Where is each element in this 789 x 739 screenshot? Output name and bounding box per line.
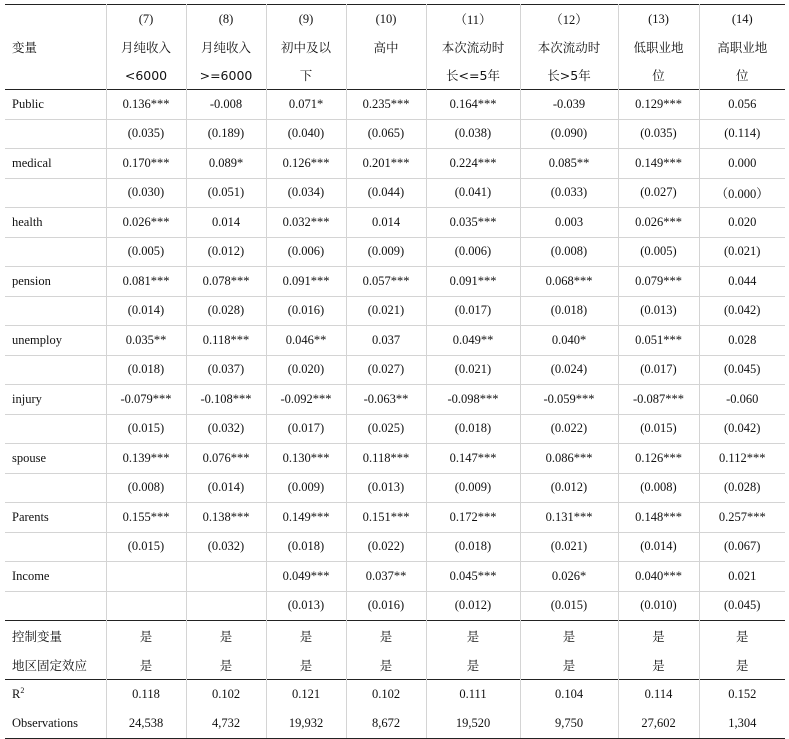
col-number-10: (10) <box>346 5 426 34</box>
variable-name: unemploy <box>5 326 106 356</box>
coefficient-cell: 0.091*** <box>266 267 346 297</box>
standard-error-cell: (0.051) <box>186 178 266 208</box>
empty-corner-cell <box>5 5 106 34</box>
statistic-label <box>5 709 106 739</box>
coefficient-cell: 0.032*** <box>266 208 346 238</box>
standard-error-cell: (0.012) <box>186 237 266 267</box>
col-header-line2: 长>5年 <box>520 61 618 90</box>
standard-error-cell: （0.000） <box>699 178 785 208</box>
standard-error-cell: (0.020) <box>266 355 346 385</box>
standard-error-cell: (0.024) <box>520 355 618 385</box>
standard-error-cell: (0.018) <box>266 532 346 562</box>
empty-cell <box>5 61 106 90</box>
statistic-value: 0.102 <box>186 680 266 710</box>
coefficient-cell: 0.081*** <box>106 267 186 297</box>
coefficient-cell: 0.078*** <box>186 267 266 297</box>
standard-error-cell: (0.005) <box>618 237 699 267</box>
col-header-line2: 下 <box>266 61 346 90</box>
col-number-12: （12） <box>520 5 618 34</box>
variable-name: spouse <box>5 444 106 474</box>
col-number-7: (7) <box>106 5 186 34</box>
standard-error-cell: (0.045) <box>699 591 785 621</box>
standard-error-cell: (0.038) <box>426 119 520 149</box>
standard-error-cell: (0.014) <box>618 532 699 562</box>
control-value: 是 <box>106 650 186 680</box>
coefficient-cell: 0.037** <box>346 562 426 592</box>
standard-error-cell: (0.067) <box>699 532 785 562</box>
standard-error-cell: (0.065) <box>346 119 426 149</box>
coefficient-row <box>5 149 785 179</box>
empty-cell <box>5 355 106 385</box>
statistic-label-superscript: 2 <box>20 686 25 696</box>
standard-error-cell: (0.034) <box>266 178 346 208</box>
statistic-value: 19,932 <box>266 709 346 739</box>
standard-error-cell: (0.005) <box>106 237 186 267</box>
standard-error-cell: (0.033) <box>520 178 618 208</box>
standard-error-cell: (0.189) <box>186 119 266 149</box>
coefficient-cell: 0.147*** <box>426 444 520 474</box>
statistic-value: 0.152 <box>699 680 785 710</box>
standard-error-cell: (0.015) <box>106 414 186 444</box>
coefficient-cell: 0.003 <box>520 208 618 238</box>
coefficient-cell: 0.026*** <box>618 208 699 238</box>
col-header-line1: 本次流动时 <box>520 33 618 61</box>
coefficient-cell: -0.079*** <box>106 385 186 415</box>
coefficient-cell: 0.170*** <box>106 149 186 179</box>
coefficient-cell: 0.040* <box>520 326 618 356</box>
coefficient-cell: 0.020 <box>699 208 785 238</box>
standard-error-cell: (0.018) <box>106 355 186 385</box>
statistic-value: 8,672 <box>346 709 426 739</box>
col-number-11: （11） <box>426 5 520 34</box>
control-value: 是 <box>346 650 426 680</box>
col-header-line2: 长<=5年 <box>426 61 520 90</box>
standard-error-cell: (0.013) <box>618 296 699 326</box>
coefficient-cell: -0.108*** <box>186 385 266 415</box>
coefficient-cell: 0.131*** <box>520 503 618 533</box>
standard-error-cell: (0.022) <box>346 532 426 562</box>
col-number-13: (13) <box>618 5 699 34</box>
coefficient-cell: 0.056 <box>699 90 785 120</box>
standard-error-cell: (0.015) <box>106 532 186 562</box>
coefficient-cell: 0.037 <box>346 326 426 356</box>
standard-error-row <box>5 473 785 503</box>
coefficient-cell: -0.087*** <box>618 385 699 415</box>
coefficient-cell <box>186 562 266 592</box>
column-header-row-1 <box>5 33 785 61</box>
standard-error-cell <box>106 591 186 621</box>
coefficient-cell: 0.046** <box>266 326 346 356</box>
standard-error-cell: (0.015) <box>520 591 618 621</box>
coefficient-cell: 0.026* <box>520 562 618 592</box>
variable-name: Public <box>5 90 106 120</box>
standard-error-cell: (0.114) <box>699 119 785 149</box>
col-header-line2 <box>346 61 426 90</box>
regression-results-table <box>5 4 785 739</box>
coefficient-cell: -0.092*** <box>266 385 346 415</box>
coefficient-cell: 0.126*** <box>618 444 699 474</box>
coefficient-cell: 0.000 <box>699 149 785 179</box>
statistic-value: 19,520 <box>426 709 520 739</box>
col-header-line2: <6000 <box>106 61 186 90</box>
standard-error-cell: (0.008) <box>106 473 186 503</box>
col-header-line1: 月纯收入 <box>186 33 266 61</box>
standard-error-cell: (0.035) <box>618 119 699 149</box>
standard-error-cell: (0.018) <box>520 296 618 326</box>
statistic-value: 0.104 <box>520 680 618 710</box>
standard-error-row <box>5 414 785 444</box>
standard-error-cell: (0.015) <box>618 414 699 444</box>
coefficient-cell: 0.126*** <box>266 149 346 179</box>
statistic-value: 0.114 <box>618 680 699 710</box>
col-header-line1: 初中及以 <box>266 33 346 61</box>
coefficient-row <box>5 385 785 415</box>
standard-error-cell: (0.017) <box>426 296 520 326</box>
standard-error-cell: (0.027) <box>346 355 426 385</box>
coefficient-cell: 0.201*** <box>346 149 426 179</box>
empty-cell <box>5 591 106 621</box>
standard-error-row <box>5 119 785 149</box>
standard-error-row <box>5 532 785 562</box>
coefficient-cell: 0.044 <box>699 267 785 297</box>
coefficient-cell: 0.149*** <box>266 503 346 533</box>
variable-name: medical <box>5 149 106 179</box>
standard-error-cell: (0.008) <box>618 473 699 503</box>
coefficient-cell: 0.118*** <box>346 444 426 474</box>
standard-error-cell: (0.018) <box>426 414 520 444</box>
coefficient-cell: -0.059*** <box>520 385 618 415</box>
standard-error-cell: (0.008) <box>520 237 618 267</box>
standard-error-cell: (0.032) <box>186 532 266 562</box>
coefficient-cell: 0.149*** <box>618 149 699 179</box>
coefficient-cell: 0.091*** <box>426 267 520 297</box>
standard-error-row <box>5 237 785 267</box>
coefficient-cell: 0.021 <box>699 562 785 592</box>
col-number-8: (8) <box>186 5 266 34</box>
variable-name: Income <box>5 562 106 592</box>
coefficient-cell: 0.224*** <box>426 149 520 179</box>
coefficient-cell: 0.079*** <box>618 267 699 297</box>
standard-error-cell: (0.009) <box>426 473 520 503</box>
coefficient-cell: 0.112*** <box>699 444 785 474</box>
control-value: 是 <box>426 650 520 680</box>
standard-error-cell: (0.045) <box>699 355 785 385</box>
control-value: 是 <box>266 650 346 680</box>
column-number-row <box>5 5 785 34</box>
col-header-line2: 位 <box>735 68 749 83</box>
statistic-value: 0.102 <box>346 680 426 710</box>
statistic-value: 0.121 <box>266 680 346 710</box>
standard-error-cell: (0.016) <box>266 296 346 326</box>
col-header-line1: 高职业地 <box>717 40 768 55</box>
control-value: 是 <box>618 621 699 651</box>
standard-error-cell: (0.014) <box>186 473 266 503</box>
coefficient-cell: 0.076*** <box>186 444 266 474</box>
coefficient-cell: 0.040*** <box>618 562 699 592</box>
coefficient-cell: 0.118*** <box>186 326 266 356</box>
coefficient-cell: 0.014 <box>346 208 426 238</box>
control-row <box>5 621 785 651</box>
statistic-value: 9,750 <box>520 709 618 739</box>
standard-error-row <box>5 355 785 385</box>
control-value: 是 <box>520 650 618 680</box>
standard-error-cell: (0.041) <box>426 178 520 208</box>
coefficient-cell: 0.051*** <box>618 326 699 356</box>
coefficient-row <box>5 326 785 356</box>
statistic-value: 0.111 <box>426 680 520 710</box>
standard-error-cell: (0.021) <box>346 296 426 326</box>
standard-error-cell: (0.090) <box>520 119 618 149</box>
control-value: 是 <box>618 650 699 680</box>
statistic-row <box>5 680 785 710</box>
standard-error-cell: (0.009) <box>346 237 426 267</box>
variable-name: pension <box>5 267 106 297</box>
standard-error-cell: (0.021) <box>699 237 785 267</box>
col-header-line1: 低职业地 <box>618 33 699 61</box>
standard-error-cell: (0.013) <box>266 591 346 621</box>
coefficient-row <box>5 444 785 474</box>
standard-error-cell: (0.021) <box>426 355 520 385</box>
coefficient-cell: 0.068*** <box>520 267 618 297</box>
standard-error-cell: (0.010) <box>618 591 699 621</box>
variable-name: health <box>5 208 106 238</box>
coefficient-cell <box>106 562 186 592</box>
coefficient-cell: 0.035*** <box>426 208 520 238</box>
standard-error-cell: (0.009) <box>266 473 346 503</box>
coefficient-cell: 0.257*** <box>699 503 785 533</box>
coefficient-cell: 0.085** <box>520 149 618 179</box>
control-value: 是 <box>520 621 618 651</box>
standard-error-row <box>5 591 785 621</box>
statistic-label-text: R <box>12 687 21 702</box>
control-row <box>5 650 785 680</box>
standard-error-cell: (0.016) <box>346 591 426 621</box>
col-number-14: (14) <box>699 5 785 34</box>
statistic-value: 4,732 <box>186 709 266 739</box>
coefficient-row <box>5 208 785 238</box>
coefficient-cell: 0.151*** <box>346 503 426 533</box>
empty-cell <box>5 178 106 208</box>
coefficient-cell: 0.172*** <box>426 503 520 533</box>
control-value: 是 <box>106 621 186 651</box>
standard-error-cell: (0.012) <box>426 591 520 621</box>
standard-error-cell: (0.027) <box>618 178 699 208</box>
coefficient-cell: 0.148*** <box>618 503 699 533</box>
statistic-value: 1,304 <box>699 709 785 739</box>
standard-error-cell: (0.040) <box>266 119 346 149</box>
statistic-value: 24,538 <box>106 709 186 739</box>
coefficient-cell: 0.071* <box>266 90 346 120</box>
coefficient-cell: 0.139*** <box>106 444 186 474</box>
coefficient-cell: -0.060 <box>699 385 785 415</box>
variable-header: 变量 <box>5 33 106 61</box>
standard-error-cell: (0.044) <box>346 178 426 208</box>
standard-error-cell: (0.028) <box>699 473 785 503</box>
coefficient-cell: 0.026*** <box>106 208 186 238</box>
col-header-line1: 本次流动时 <box>426 33 520 61</box>
coefficient-cell: -0.063** <box>346 385 426 415</box>
coefficient-row <box>5 267 785 297</box>
coefficient-cell: -0.098*** <box>426 385 520 415</box>
standard-error-cell: (0.042) <box>699 296 785 326</box>
standard-error-cell: (0.017) <box>618 355 699 385</box>
empty-cell <box>5 414 106 444</box>
standard-error-cell: (0.037) <box>186 355 266 385</box>
coefficient-cell: 0.045*** <box>426 562 520 592</box>
variable-name: injury <box>5 385 106 415</box>
standard-error-cell: (0.013) <box>346 473 426 503</box>
statistic-value: 0.118 <box>106 680 186 710</box>
coefficient-cell: 0.235*** <box>346 90 426 120</box>
col-header-line1: 月纯收入 <box>106 33 186 61</box>
col-number-9: (9) <box>266 5 346 34</box>
standard-error-cell: (0.006) <box>426 237 520 267</box>
statistic-label <box>5 680 106 710</box>
coefficient-cell: 0.028 <box>699 326 785 356</box>
standard-error-cell: (0.018) <box>426 532 520 562</box>
standard-error-cell: (0.030) <box>106 178 186 208</box>
standard-error-cell: (0.025) <box>346 414 426 444</box>
coefficient-cell: 0.014 <box>186 208 266 238</box>
control-value: 是 <box>186 650 266 680</box>
empty-cell <box>5 532 106 562</box>
variable-name: Parents <box>5 503 106 533</box>
coefficient-row <box>5 503 785 533</box>
coefficient-cell: -0.008 <box>186 90 266 120</box>
coefficient-cell: 0.086*** <box>520 444 618 474</box>
col-header-line2: >=6000 <box>186 61 266 90</box>
col-header-line1: 高中 <box>346 33 426 61</box>
control-label: 控制变量 <box>5 621 106 651</box>
standard-error-cell: (0.012) <box>520 473 618 503</box>
standard-error-cell: (0.014) <box>106 296 186 326</box>
col-header-line2: 位 <box>618 61 699 90</box>
standard-error-cell: (0.021) <box>520 532 618 562</box>
standard-error-row <box>5 296 785 326</box>
control-value: 是 <box>426 621 520 651</box>
coefficient-cell: 0.049** <box>426 326 520 356</box>
empty-cell <box>5 473 106 503</box>
coefficient-cell: 0.164*** <box>426 90 520 120</box>
column-header-row-2 <box>5 61 785 90</box>
standard-error-cell: (0.032) <box>186 414 266 444</box>
standard-error-cell: (0.035) <box>106 119 186 149</box>
control-value: 是 <box>346 621 426 651</box>
table-body <box>5 5 785 739</box>
control-label: 地区固定效应 <box>5 650 106 680</box>
statistic-label-text: Observations <box>12 716 78 730</box>
coefficient-cell: 0.057*** <box>346 267 426 297</box>
standard-error-cell: (0.022) <box>520 414 618 444</box>
standard-error-cell: (0.006) <box>266 237 346 267</box>
control-value: 是 <box>266 621 346 651</box>
coefficient-cell: 0.136*** <box>106 90 186 120</box>
empty-cell <box>5 296 106 326</box>
coefficient-row <box>5 90 785 120</box>
statistic-row <box>5 709 785 739</box>
empty-cell <box>5 237 106 267</box>
coefficient-row <box>5 562 785 592</box>
empty-cell <box>5 119 106 149</box>
standard-error-cell: (0.017) <box>266 414 346 444</box>
control-value: 是 <box>699 621 785 651</box>
coefficient-cell: 0.035** <box>106 326 186 356</box>
control-value: 是 <box>735 657 749 673</box>
standard-error-cell: (0.042) <box>699 414 785 444</box>
coefficient-cell: 0.138*** <box>186 503 266 533</box>
coefficient-cell: 0.129*** <box>618 90 699 120</box>
coefficient-cell: 0.089* <box>186 149 266 179</box>
standard-error-cell: (0.028) <box>186 296 266 326</box>
coefficient-cell: 0.155*** <box>106 503 186 533</box>
coefficient-cell: -0.039 <box>520 90 618 120</box>
coefficient-cell: 0.130*** <box>266 444 346 474</box>
statistic-value: 27,602 <box>618 709 699 739</box>
coefficient-cell: 0.049*** <box>266 562 346 592</box>
control-value: 是 <box>186 621 266 651</box>
standard-error-row <box>5 178 785 208</box>
standard-error-cell <box>186 591 266 621</box>
